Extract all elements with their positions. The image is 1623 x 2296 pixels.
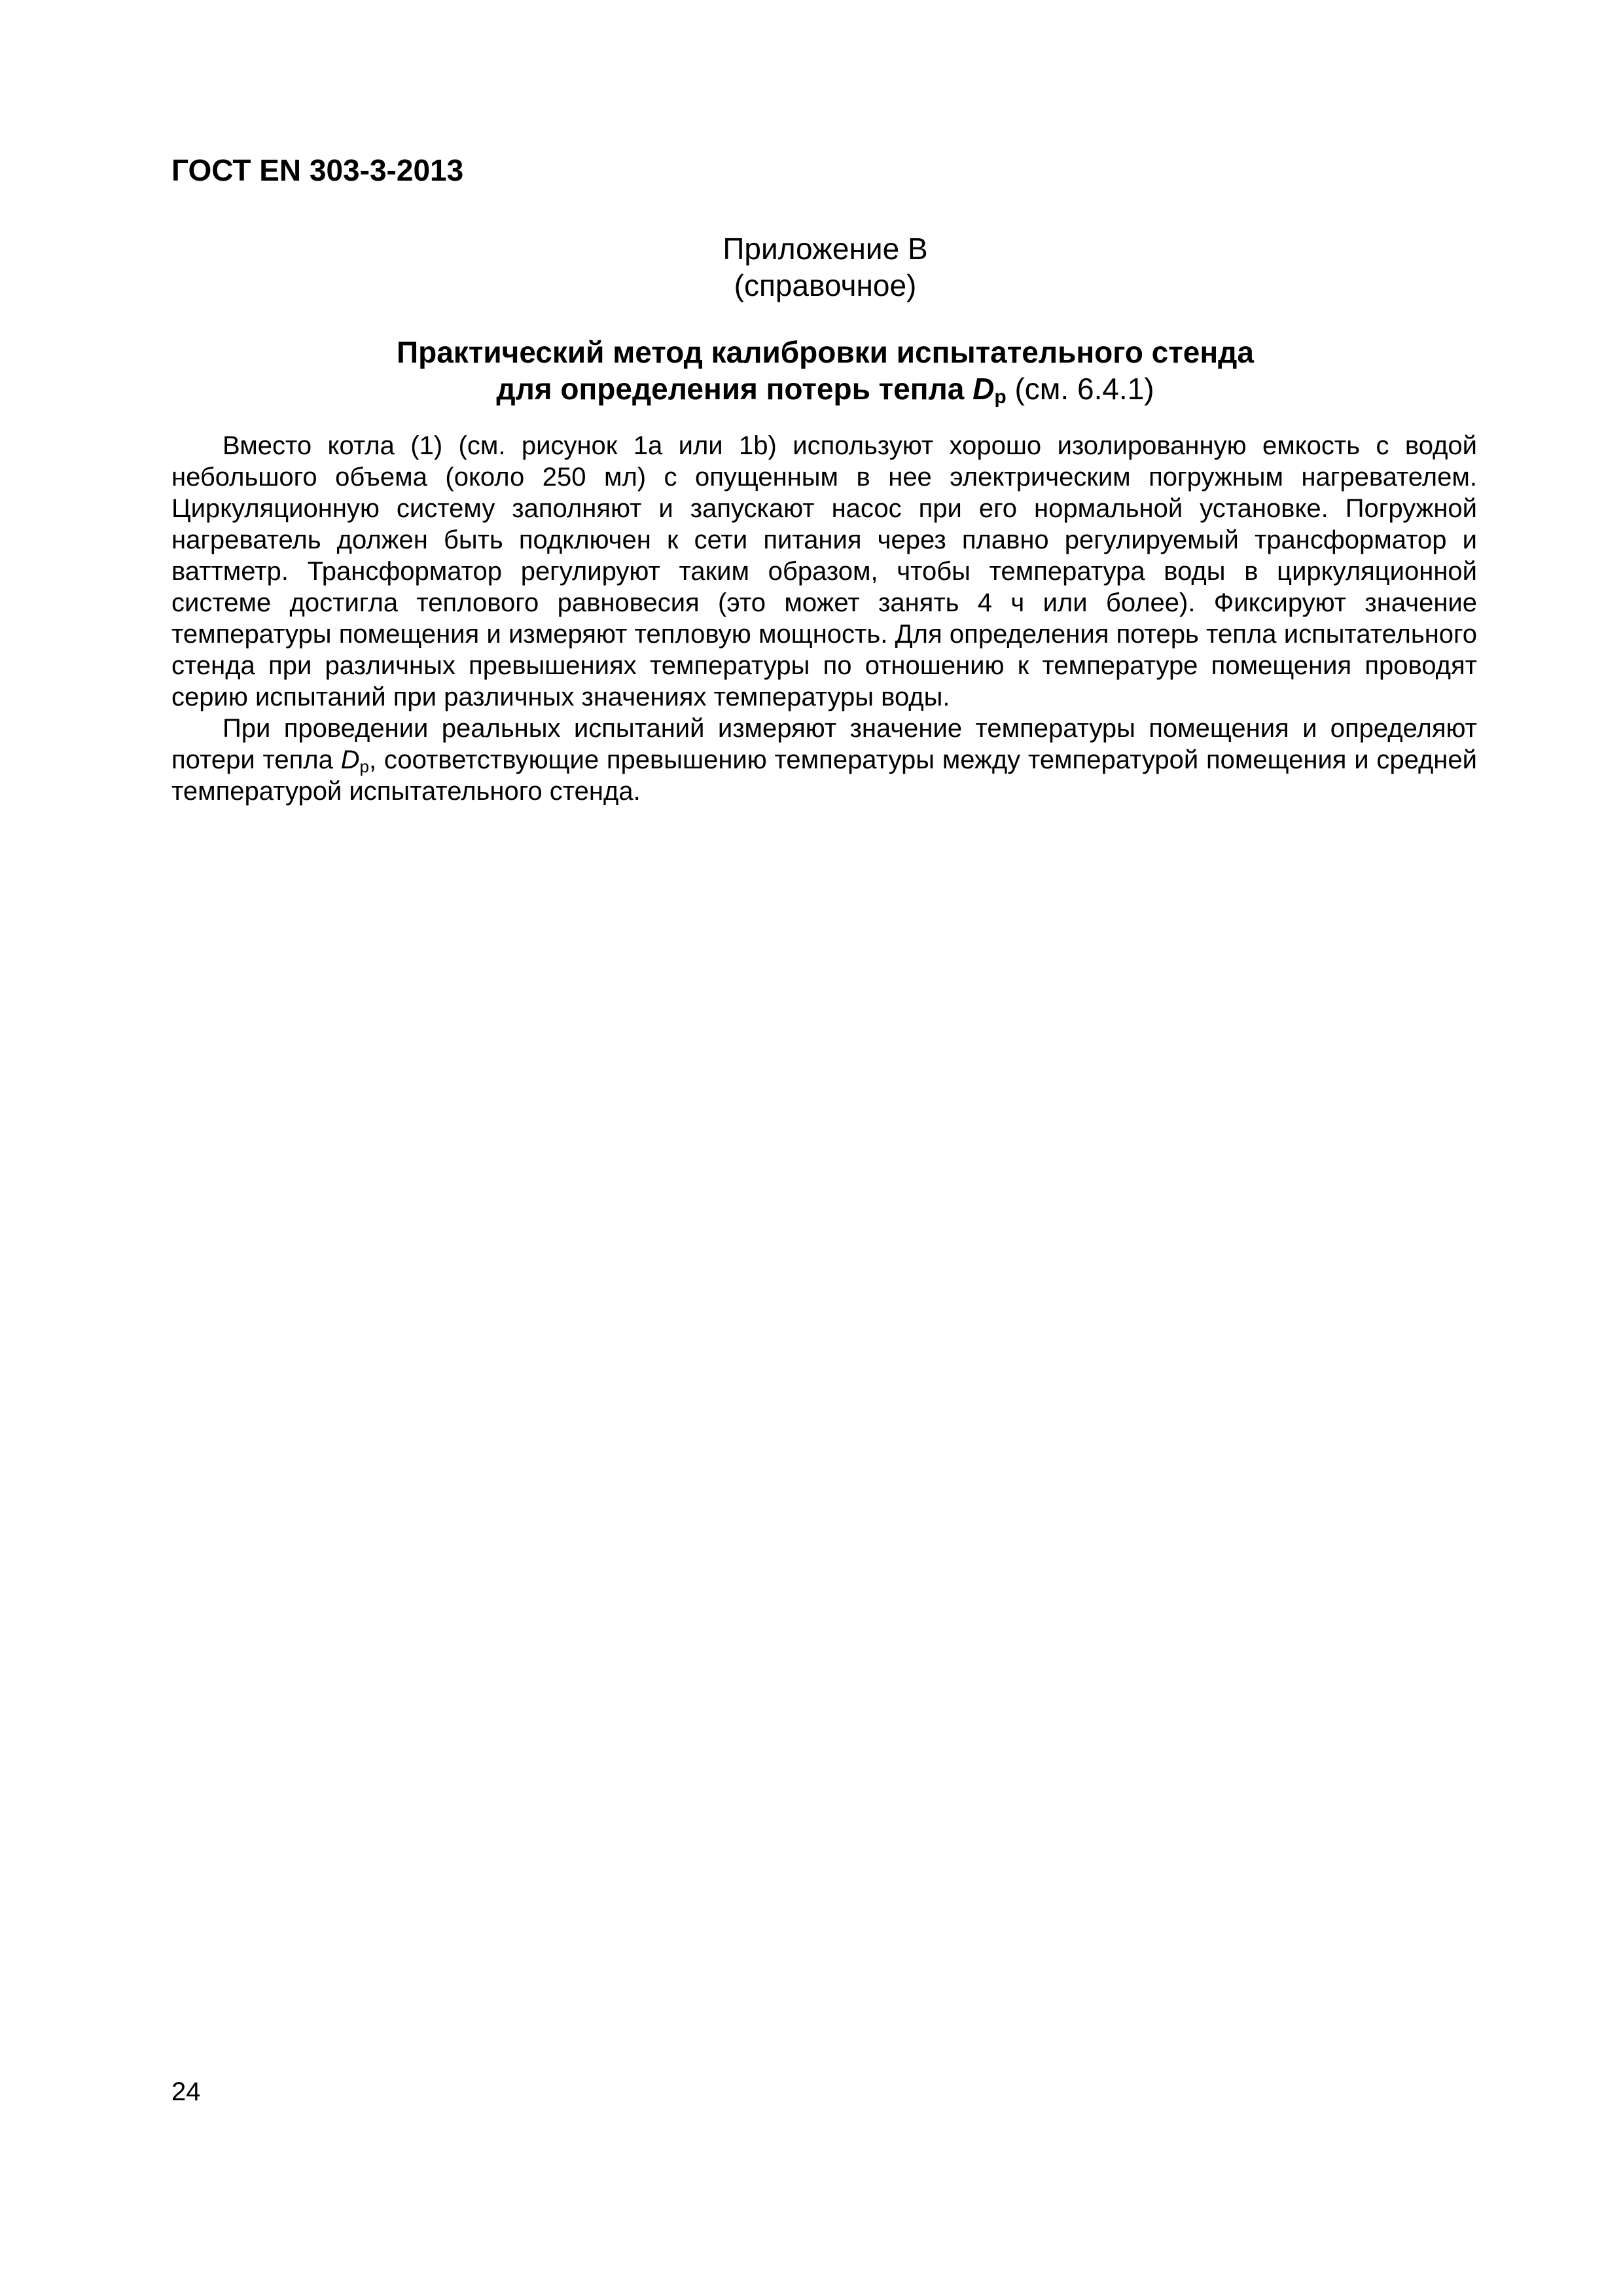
heat-loss-symbol-subscript: p xyxy=(994,386,1007,408)
page-number: 24 xyxy=(171,2077,201,2106)
annex-title: Приложение В xyxy=(722,232,928,266)
section-title-line-2 xyxy=(171,370,1479,407)
section-reference: (см. 6.4.1) xyxy=(1006,372,1154,406)
paragraph-2-symbol-subscript: p xyxy=(359,757,370,776)
section-title xyxy=(171,334,1479,407)
paragraph-2 xyxy=(171,713,1477,807)
heat-loss-symbol: D xyxy=(972,372,995,406)
section-title-line-1: Практический метод калибровки испытательного стенда xyxy=(397,335,1254,369)
body-text xyxy=(171,430,1477,807)
paragraph-2-text-end: , соответствующие превышению температуры между температурой помещения и средней температурой испытательного стенда. xyxy=(171,745,1477,806)
annex-subtitle: (справочное) xyxy=(734,268,917,302)
paragraph-1: Вместо котла (1) (см. рисунок 1a или 1b) используют хорошо изолированную емкость с водой небольшого объема (около 250 мл) с опущенным в нее электрическим погружным нагревателем. Циркуляционную систему заполняют и запускают насос при его нормальной установке. Погружной нагреватель должен быть подключен к сети питания через плавно регулируемый трансформатор и ваттметр. Трансформатор регулируют таким образом, чтобы температура воды в циркуляционной системе достигла теплового равновесия (это может занять 4 ч или более). Фиксируют значение температуры помещения и измеряют тепловую мощность. Для определения потерь тепла испытательного стенда при различных превышениях температуры по отношению к температуре помещения проводят серию испытаний при различных значениях температуры воды. xyxy=(171,431,1477,711)
paragraph-2-symbol: D xyxy=(340,745,360,774)
paragraph-2-text: При проведении реальных испытаний измеряют значение температуры помещения и определяют потери тепла xyxy=(171,714,1477,774)
section-title-line-2-text: для определения потерь тепла xyxy=(496,372,973,406)
annex-heading xyxy=(171,230,1479,304)
document-id: ГОСТ EN 303-3-2013 xyxy=(171,153,464,187)
